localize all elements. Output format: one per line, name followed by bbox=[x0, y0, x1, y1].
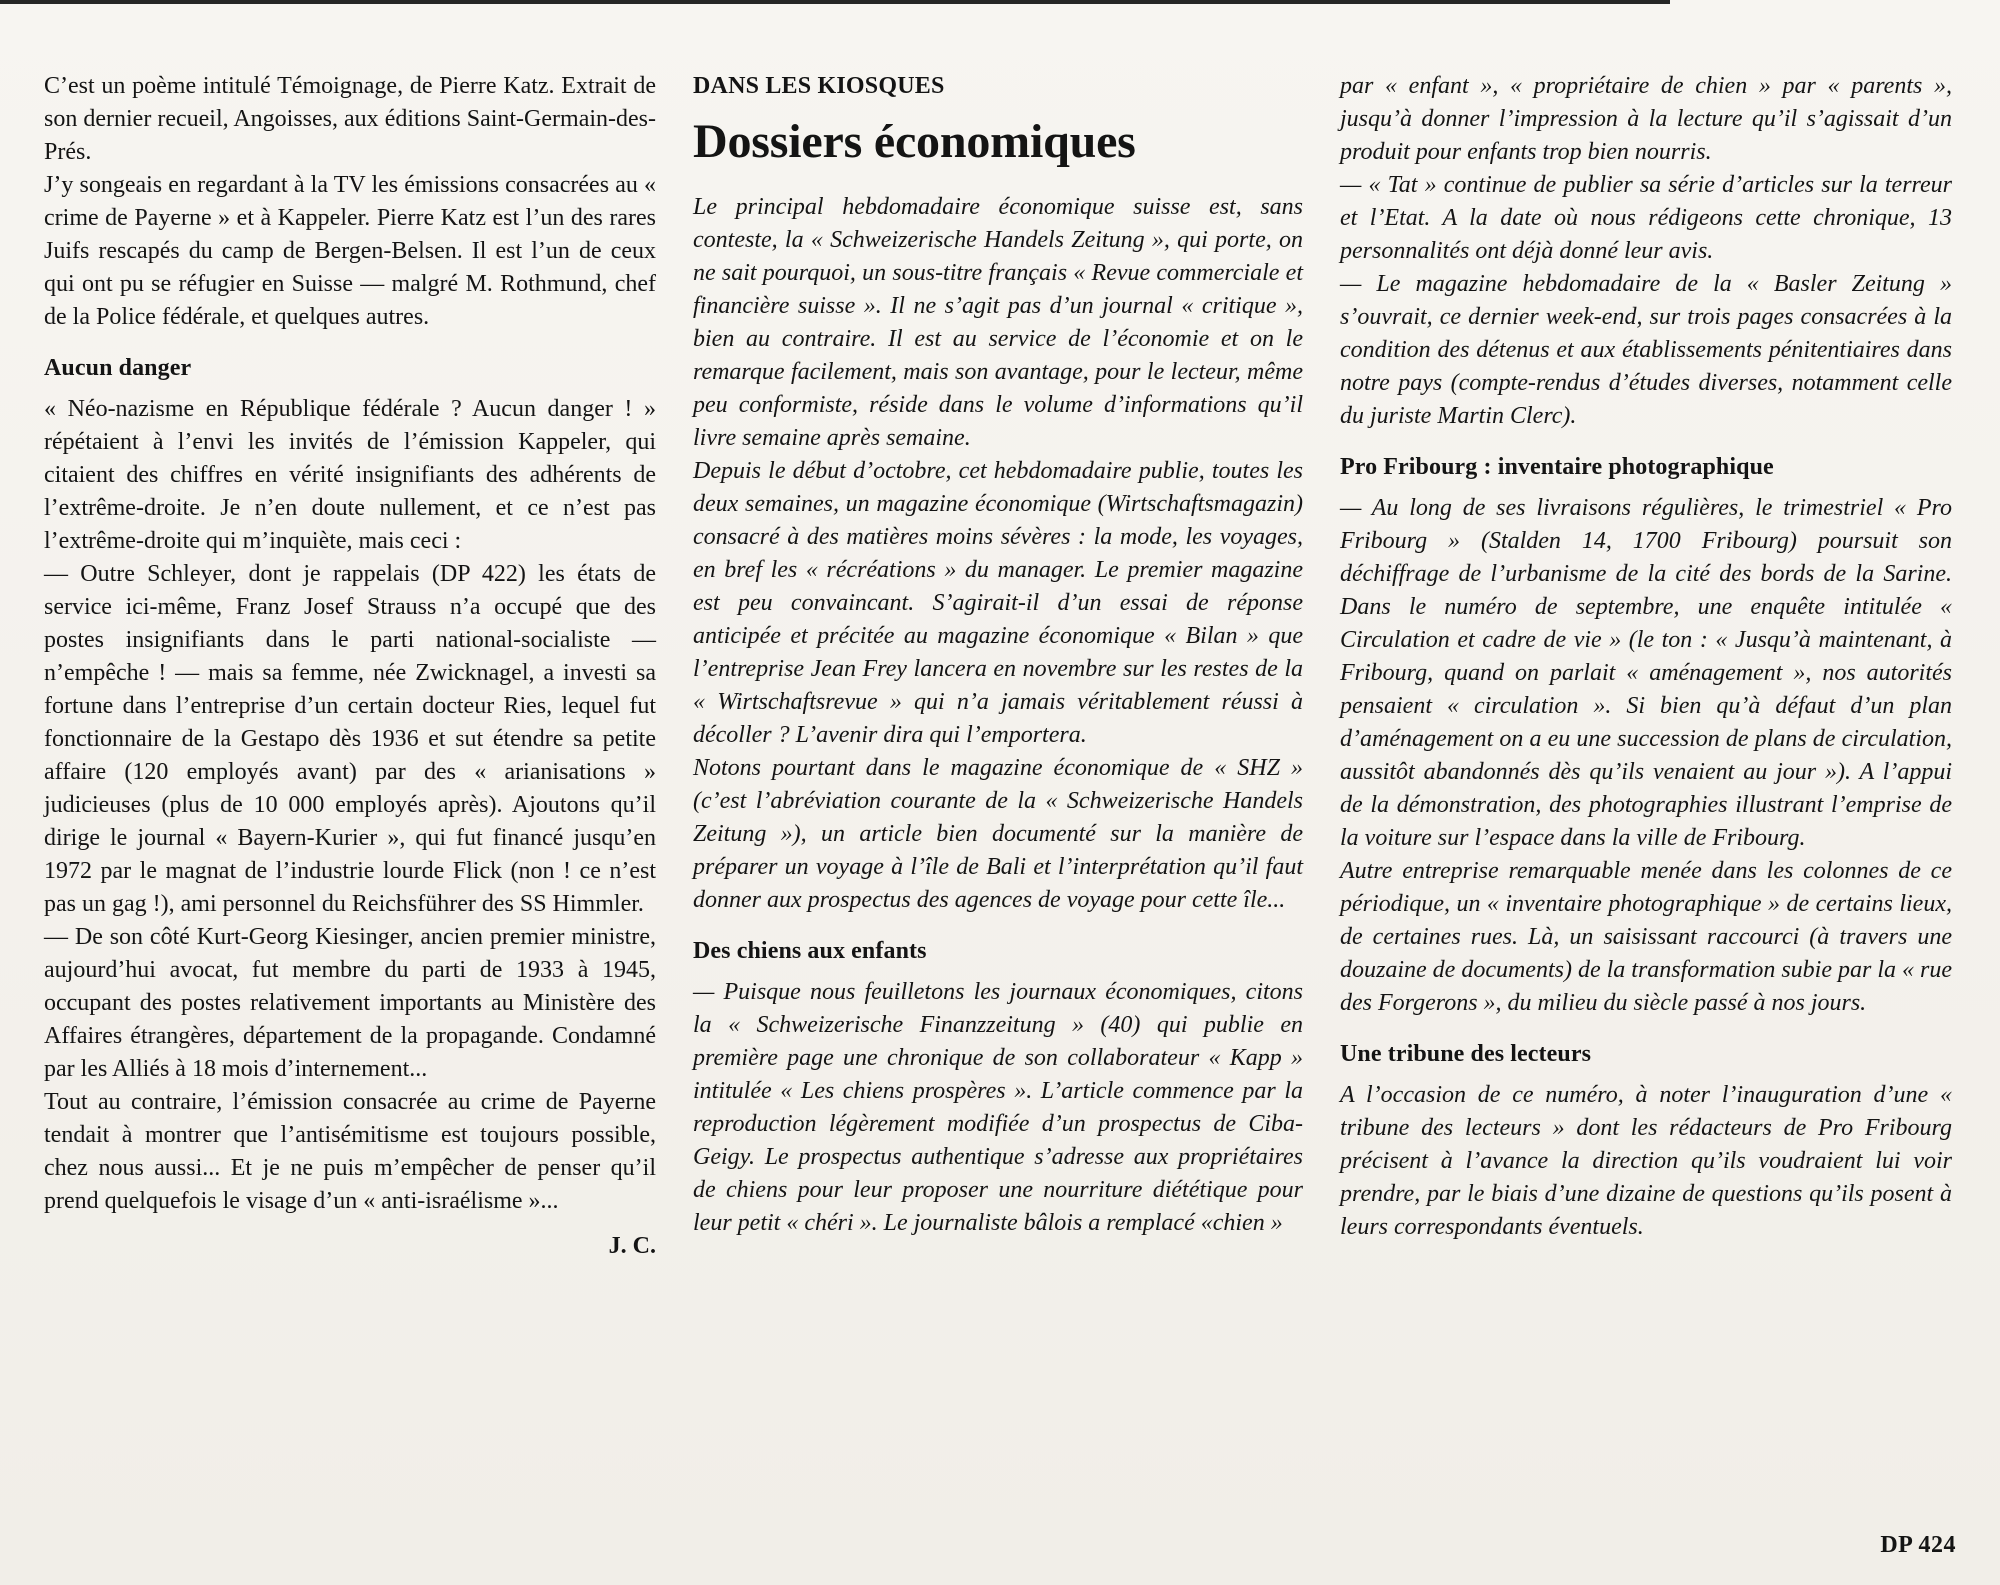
middle-paragraph-2: Depuis le début d’octobre, cet hebdomadaire publie, toutes les deux semaines, un magazine économique (Wirtschaftsmagazin) consacré à des matières moins sévères : la mode, les voyages, en bref les « récréations » du manager. Le premier magazine est peu convaincant. S’agirait-il d’un essai de réponse anticipée et précitée au magazine économique « Bilan » que l’entreprise Jean Frey lancera en novembre sur les restes de la « Wirtschaftsrevue » qui n’a jamais véritablement réussi à décoller ? L’avenir dira qui l’emportera. bbox=[693, 458, 1303, 748]
left-paragraph-4: — Outre Schleyer, dont je rappelais (DP 422) les états de service ici-même, Franz Josef Strauss n’a occupé que des postes insignifiants dans le parti national-socialiste — n’empêche ! — mais sa femme, née Zwicknagel, a investi sa fortune dans l’entreprise d’un certain docteur Ries, lequel fut fonctionnaire de la Gestapo dès 1936 et sut étendre sa petite affaire (120 employés avant) par des « arianisations » judicieuses (plus de 10 000 employés après). Ajoutons qu’il dirige le journal « Bayern-Kurier », qui fut financé jusqu’en 1972 par le magnat de l’industrie lourde Flick (non ! ce n’est pas un gag !), ami personnel du Reichsführer des SS Himmler. bbox=[44, 561, 656, 917]
top-rule bbox=[0, 0, 1670, 4]
left-paragraph-5: — De son côté Kurt-Georg Kiesinger, ancien premier ministre, aujourd’hui avocat, fut membre du parti de 1933 à 1945, occupant des postes relativement importants au Ministère des Affaires étrangères, département de la propagande. Condamné par les Alliés à 18 mois d’internement... bbox=[44, 924, 656, 1082]
left-paragraph-3: « Néo-nazisme en République fédérale ? Aucun danger ! » répétaient à l’envi les invités de l’émission Kappeler, qui citaient des chiffres en vérité insignifiants des adhérents de l’extrême-droite. Je n’en doute nullement, et ce n’est pas l’extrême-droite qui m’inquiète, mais ceci : bbox=[44, 396, 656, 554]
left-column bbox=[44, 70, 656, 1263]
right-heading-1: Pro Fribourg : inventaire photographique bbox=[1340, 454, 1774, 480]
page-number: DP 424 bbox=[1880, 1532, 1956, 1558]
left-paragraph-1: C’est un poème intitulé Témoignage, de Pierre Katz. Extrait de son dernier recueil, Angoisses, aux éditions Saint-Germain-des-Prés. bbox=[44, 73, 656, 165]
right-paragraph-5: Autre entreprise remarquable menée dans les colonnes de ce périodique, un « inventaire photographique » de certains lieux, de certaines rues. Là, un saisissant raccourci (à travers une douzaine de documents) de la transformation subie par la « rue des Forgerons », du milieu du siècle passé à nos jours. bbox=[1340, 858, 1952, 1016]
right-paragraph-6: A l’occasion de ce numéro, à noter l’inauguration d’une « tribune des lecteurs » dont les rédacteurs de Pro Fribourg précisent à l’avance la direction qu’ils voudraient lui voir prendre, par le biais d’une dizaine de questions qu’ils posent à leurs correspondants éventuels. bbox=[1340, 1082, 1952, 1240]
article-title: Dossiers économiques bbox=[693, 115, 1136, 168]
left-paragraph-2: J’y songeais en regardant à la TV les émissions consacrées au « crime de Payerne » et à Kappeler. Pierre Katz est l’un des rares Juifs rescapés du camp de Bergen-Belsen. Il est l’un de ceux qui ont pu se réfugier en Suisse — malgré M. Rothmund, chef de la Police fédérale, et quelques autres. bbox=[44, 172, 656, 330]
right-paragraph-4: — Au long de ses livraisons régulières, le trimestriel « Pro Fribourg » (Stalden 14, 1700 Fribourg) poursuit son déchiffrage de l’urbanisme de la cité des bords de la Sarine. Dans le numéro de septembre, une enquête intitulée « Circulation et cadre de vie » (le ton : « Jusqu’à maintenant, à Fribourg, quand on parlait « aménagement », nos autorités pensaient « circulation ». Si bien qu’à défaut d’un plan d’aménagement on a eu une succession de plans de circulation, aussitôt abandonnés dès qu’ils venaient au jour »). A l’appui de la démonstration, des photographies illustrant l’emprise de la voiture sur l’espace dans la ville de Fribourg. bbox=[1340, 495, 1952, 851]
right-column bbox=[1340, 70, 1952, 1244]
right-paragraph-2: — « Tat » continue de publier sa série d’articles sur la terreur et l’Etat. A la date où nous rédigeons cette chronique, 13 personnalités ont déjà donné leur avis. bbox=[1340, 172, 1952, 264]
right-heading-2: Une tribune des lecteurs bbox=[1340, 1041, 1592, 1067]
middle-paragraph-4: — Puisque nous feuilletons les journaux économiques, citons la « Schweizerische Finanzzeitung » (40) qui publie en première page une chronique de son collaborateur « Kapp » intitulée « Les chiens prospères ». L’article commence par la reproduction légèrement modifiée d’un prospectus de Ciba-Geigy. Le prospectus authentique s’adresse aux propriétaires de chiens pour leur proposer une nourriture diététique pour leur petit « chéri ». Le journaliste bâlois a remplacé «chien » bbox=[693, 979, 1303, 1236]
left-paragraph-6: Tout au contraire, l’émission consacrée au crime de Payerne tendait à montrer que l’antisémitisme est toujours possible, chez nous aussi... Et je ne puis m’empêcher de penser qu’il prend quelquefois le visage d’un « anti-israélisme »... bbox=[44, 1089, 656, 1214]
middle-column bbox=[693, 70, 1303, 1240]
middle-paragraph-1: Le principal hebdomadaire économique suisse est, sans conteste, la « Schweizerische Handels Zeitung », qui porte, on ne sait pourquoi, un sous-titre français « Revue commerciale et financière suisse ». Il ne s’agit pas d’un journal « critique », bien au contraire. Il est au service de l’économie et on le remarque facilement, mais son avantage, pour le lecteur, même peu conformiste, réside dans le volume d’informations qu’il livre semaine après semaine. bbox=[693, 194, 1303, 451]
right-paragraph-3: — Le magazine hebdomadaire de la « Basler Zeitung » s’ouvrait, ce dernier week-end, sur trois pages consacrées à la condition des détenus et aux établissements pénitentiaires dans notre pays (compte-rendus d’études diverses, notamment celle du juriste Martin Clerc). bbox=[1340, 271, 1952, 429]
middle-heading: Des chiens aux enfants bbox=[693, 938, 927, 964]
middle-paragraph-3: Notons pourtant dans le magazine économique de « SHZ » (c’est l’abréviation courante de la « Schweizerische Handels Zeitung »), un article bien documenté sur la manière de préparer un voyage à l’île de Bali et l’interprétation qu’il faut donner aux prospectus des agences de voyage pour cette île... bbox=[693, 755, 1303, 913]
section-kicker: DANS LES KIOSQUES bbox=[693, 73, 945, 99]
right-paragraph-1: par « enfant », « propriétaire de chien » par « parents », jusqu’à donner l’impression à la lecture qu’il s’agissait d’un produit pour enfants trop bien nourris. bbox=[1340, 73, 1952, 165]
author-signature: J. C. bbox=[608, 1233, 656, 1259]
left-heading: Aucun danger bbox=[44, 355, 192, 381]
